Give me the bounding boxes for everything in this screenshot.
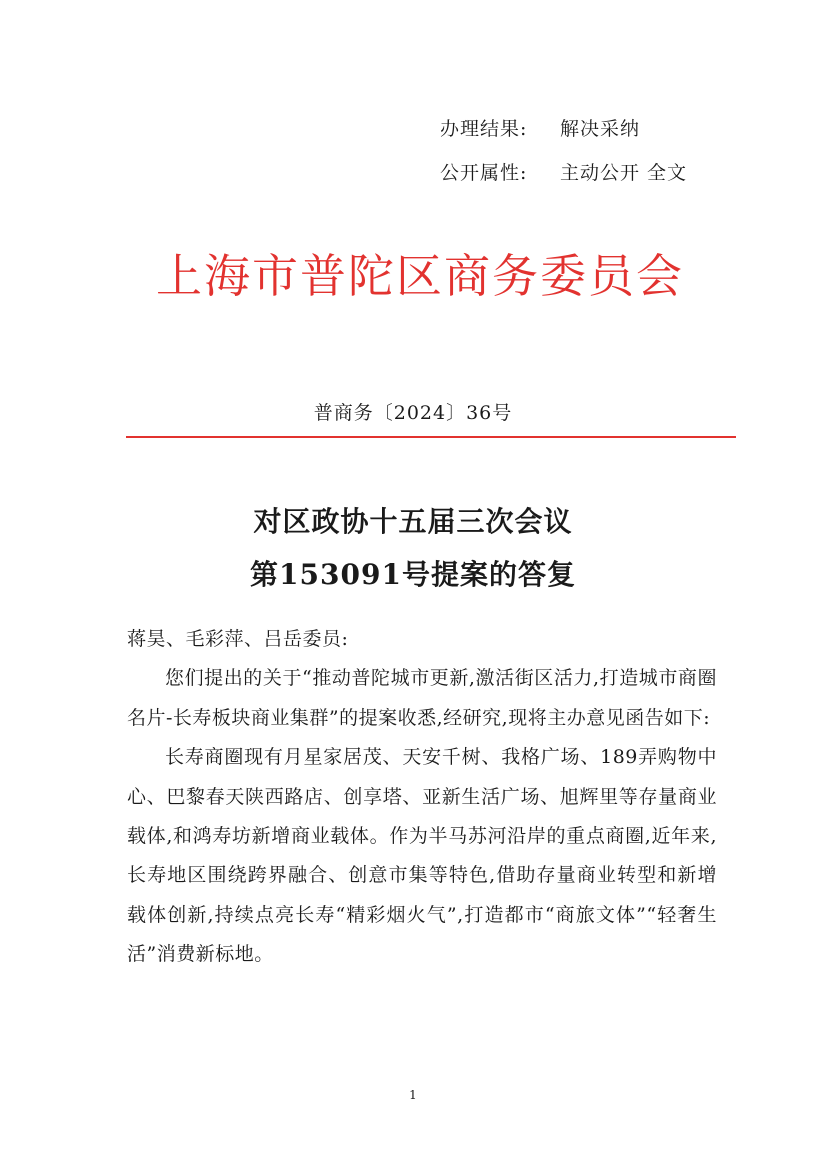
red-divider-line	[126, 436, 736, 438]
document-body	[127, 620, 717, 975]
document-number: 普商务〔2024〕36号	[313, 402, 513, 424]
salutation: 蒋昊、毛彩萍、吕岳委员:	[127, 628, 349, 650]
processing-result-value: 解决采纳	[560, 118, 641, 140]
body-paragraph-2: 长寿商圈现有月星家居茂、天安千树、我格广场、189弄购物中心、巴黎春天陕西路店、创享塔、亚新生活广场、旭辉里等存量商业载体,和鸿寿坊新增商业载体。作为半马苏河沿岸的重点商圈,近年来,长寿地区围绕跨界融合、创意市集等特色,借助存量商业转型和新增载体创新,持续点亮长寿“精彩烟火气”,打造都市“商旅文体”“轻奢生活”消费新标地。	[127, 746, 717, 966]
body-paragraph-1: 您们提出的关于“推动普陀城市更新,激活街区活力,打造城市商圈名片-长寿板块商业集群”的提案收悉,经研究,现将主办意见函告如下:	[127, 667, 717, 729]
disclosure-attribute-label: 公开属性:	[440, 162, 528, 184]
processing-result-row	[440, 114, 640, 141]
organization-name: 上海市普陀区商务委员会	[156, 249, 684, 303]
disclosure-attribute-row	[440, 158, 687, 185]
processing-result-label: 办理结果:	[440, 118, 528, 140]
document-title-line-1: 对区政协十五届三次会议	[253, 505, 573, 538]
disclosure-attribute-value: 主动公开 全文	[560, 162, 688, 184]
page-number: 1	[409, 1088, 417, 1102]
document-title-line-2: 第153091号提案的答复	[250, 558, 576, 591]
